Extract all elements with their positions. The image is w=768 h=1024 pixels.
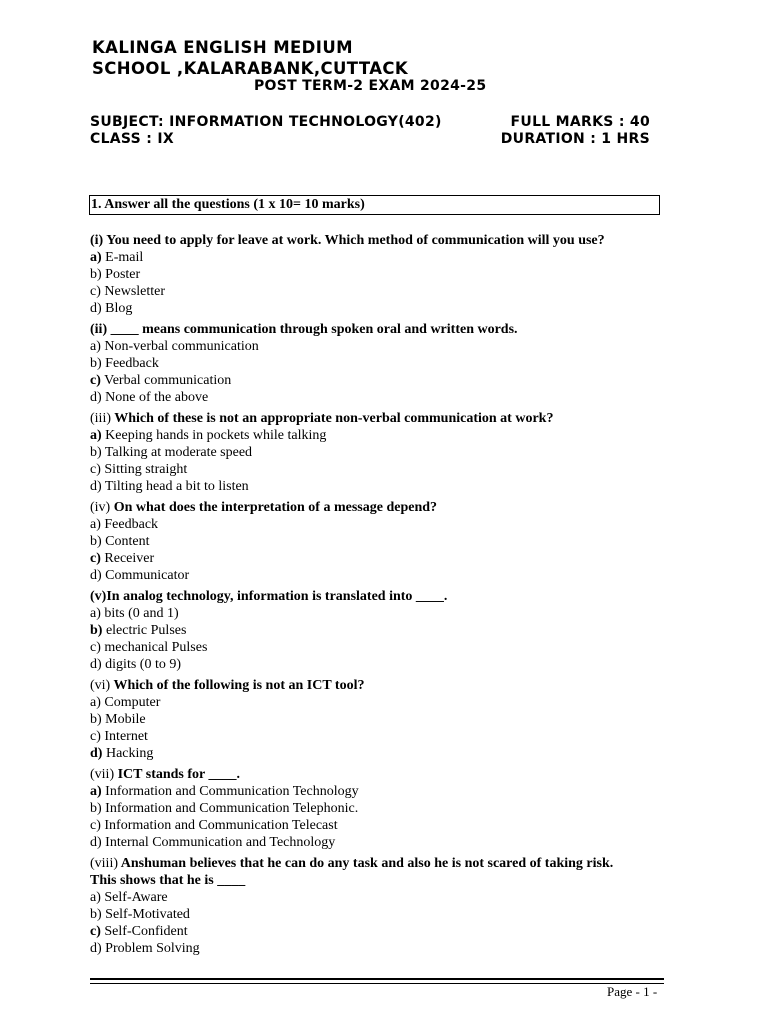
- option-text: Self-Aware: [100, 890, 168, 905]
- option-key: d): [90, 746, 103, 761]
- option-key: b): [90, 445, 102, 460]
- answer-option: [90, 605, 690, 622]
- option-text: Blog: [101, 301, 133, 316]
- answer-option: [90, 783, 690, 800]
- answer-option: [90, 923, 690, 940]
- full-marks-label: FULL MARKS : 40: [510, 114, 650, 130]
- option-key: a): [90, 250, 102, 265]
- question-text: Anshuman believes that he can do any task and also he is not scared of taking risk.: [118, 856, 614, 871]
- option-key: c): [90, 284, 101, 299]
- answer-option: [90, 300, 690, 317]
- option-key: b): [90, 267, 102, 282]
- option-text: Verbal communication: [100, 373, 232, 388]
- answer-option: [90, 550, 690, 567]
- school-name-line1: KALINGA ENGLISH MEDIUM: [92, 38, 353, 57]
- answer-option: [90, 266, 690, 283]
- duration-label: DURATION : 1 HRS: [500, 131, 650, 147]
- question-number: (vii): [90, 767, 115, 782]
- answer-option: [90, 372, 690, 389]
- option-text: Feedback: [100, 517, 159, 532]
- option-key: d): [90, 835, 102, 850]
- question-text: Which of these is not an appropriate non-verbal communication at work?: [111, 411, 554, 426]
- answer-option: [90, 817, 690, 834]
- question-text: Which of the following is not an ICT tool?: [110, 678, 365, 693]
- option-key: b): [90, 356, 102, 371]
- question-item: [90, 499, 690, 584]
- option-text: Mobile: [101, 712, 146, 727]
- option-text: bits (0 and 1): [100, 606, 179, 621]
- option-text: Sitting straight: [100, 462, 188, 477]
- question-stem: [90, 855, 690, 872]
- question-list: [90, 232, 690, 961]
- answer-option: [90, 478, 690, 495]
- option-text: Keeping hands in pockets while talking: [101, 428, 327, 443]
- option-key: d): [90, 479, 102, 494]
- option-key: a): [90, 428, 102, 443]
- question-text-continued: This shows that he is ____: [90, 873, 246, 888]
- option-key: b): [90, 534, 102, 549]
- answer-option: [90, 656, 690, 673]
- answer-option: [90, 389, 690, 406]
- answer-option: [90, 249, 690, 266]
- option-text: E-mail: [101, 250, 144, 265]
- question-stem: [90, 766, 690, 783]
- option-key: d): [90, 941, 102, 956]
- exam-title: POST TERM-2 EXAM 2024-25: [254, 78, 487, 94]
- page-number: Page - 1 -: [607, 984, 658, 999]
- option-text: Hacking: [102, 746, 154, 761]
- answer-option: [90, 516, 690, 533]
- option-key: c): [90, 551, 101, 566]
- question-number: (iii): [90, 411, 111, 426]
- question-item: [90, 232, 690, 317]
- school-name: [92, 37, 408, 79]
- option-text: Computer: [100, 695, 161, 710]
- question-stem: [90, 588, 690, 605]
- option-text: Self-Confident: [100, 924, 188, 939]
- answer-option: [90, 711, 690, 728]
- question-stem: [90, 321, 690, 338]
- option-key: c): [90, 373, 101, 388]
- option-key: b): [90, 801, 102, 816]
- question-number: (viii): [90, 856, 118, 871]
- subject-class-block: [90, 114, 442, 148]
- option-text: Internal Communication and Technology: [101, 835, 336, 850]
- option-key: a): [90, 517, 101, 532]
- option-key: d): [90, 301, 102, 316]
- class-label: CLASS : IX: [90, 131, 174, 147]
- option-text: electric Pulses: [102, 623, 187, 638]
- question-stem: [90, 499, 690, 516]
- question-item: [90, 855, 690, 957]
- question-number: (iv): [90, 500, 111, 515]
- answer-option: [90, 906, 690, 923]
- question-stem: [90, 677, 690, 694]
- question-text: ICT stands for ____.: [114, 767, 241, 782]
- option-text: Feedback: [101, 356, 159, 371]
- option-text: digits (0 to 9): [101, 657, 182, 672]
- answer-option: [90, 283, 690, 300]
- option-text: None of the above: [101, 390, 209, 405]
- option-text: Newsletter: [100, 284, 166, 299]
- question-item: [90, 410, 690, 495]
- question-text: In analog technology, information is translated into ____.: [106, 589, 448, 604]
- answer-option: [90, 533, 690, 550]
- answer-option: [90, 834, 690, 851]
- question-item: [90, 766, 690, 851]
- option-text: Information and Communication Telephonic.: [101, 801, 359, 816]
- option-text: Content: [101, 534, 150, 549]
- answer-option: [90, 622, 690, 639]
- answer-option: [90, 355, 690, 372]
- option-key: a): [90, 784, 102, 799]
- option-key: b): [90, 623, 103, 638]
- marks-duration-block: [500, 114, 650, 148]
- option-key: d): [90, 568, 102, 583]
- option-text: Talking at moderate speed: [101, 445, 253, 460]
- option-text: Self-Motivated: [101, 907, 190, 922]
- option-text: Communicator: [101, 568, 190, 583]
- option-key: b): [90, 712, 102, 727]
- question-number: (i): [90, 233, 104, 248]
- option-text: mechanical Pulses: [100, 640, 208, 655]
- question-stem: [90, 410, 690, 427]
- answer-option: [90, 800, 690, 817]
- footer-divider-thin: [90, 983, 664, 984]
- answer-option: [90, 639, 690, 656]
- option-key: c): [90, 462, 101, 477]
- option-key: d): [90, 390, 102, 405]
- school-name-line2: SCHOOL ,KALARABANK,CUTTACK: [92, 59, 409, 78]
- question-text: On what does the interpretation of a message depend?: [110, 500, 438, 515]
- section-heading: 1. Answer all the questions (1 x 10= 10 marks): [91, 197, 365, 212]
- question-number: (ii): [90, 322, 108, 337]
- question-text: You need to apply for leave at work. Which method of communication will you use?: [103, 233, 605, 248]
- option-key: c): [90, 640, 101, 655]
- question-number: (vi): [90, 678, 111, 693]
- answer-option: [90, 338, 690, 355]
- subject-label: SUBJECT: INFORMATION TECHNOLOGY(402): [90, 114, 442, 130]
- option-text: Information and Communication Telecast: [100, 818, 338, 833]
- question-item: [90, 677, 690, 762]
- answer-option: [90, 940, 690, 957]
- answer-option: [90, 728, 690, 745]
- answer-option: [90, 889, 690, 906]
- option-key: a): [90, 890, 101, 905]
- question-number: (v): [90, 589, 107, 604]
- option-text: Problem Solving: [101, 941, 200, 956]
- option-text: Poster: [101, 267, 141, 282]
- question-text: ____ means communication through spoken oral and written words.: [107, 322, 518, 337]
- answer-option: [90, 694, 690, 711]
- question-stem: [90, 232, 690, 249]
- footer-divider: [90, 978, 664, 980]
- answer-option: [90, 427, 690, 444]
- option-key: b): [90, 907, 102, 922]
- option-key: c): [90, 818, 101, 833]
- option-key: c): [90, 924, 101, 939]
- answer-option: [90, 567, 690, 584]
- option-key: d): [90, 657, 102, 672]
- option-key: a): [90, 606, 101, 621]
- question-item: [90, 321, 690, 406]
- option-key: a): [90, 695, 101, 710]
- option-key: c): [90, 729, 101, 744]
- option-key: a): [90, 339, 101, 354]
- option-text: Information and Communication Technology: [101, 784, 359, 799]
- option-text: Internet: [100, 729, 148, 744]
- option-text: Receiver: [100, 551, 155, 566]
- section-heading-box: [89, 195, 660, 215]
- option-text: Tilting head a bit to listen: [101, 479, 249, 494]
- answer-option: [90, 461, 690, 478]
- answer-option: [90, 444, 690, 461]
- answer-option: [90, 745, 690, 762]
- option-text: Non-verbal communication: [100, 339, 259, 354]
- question-item: [90, 588, 690, 673]
